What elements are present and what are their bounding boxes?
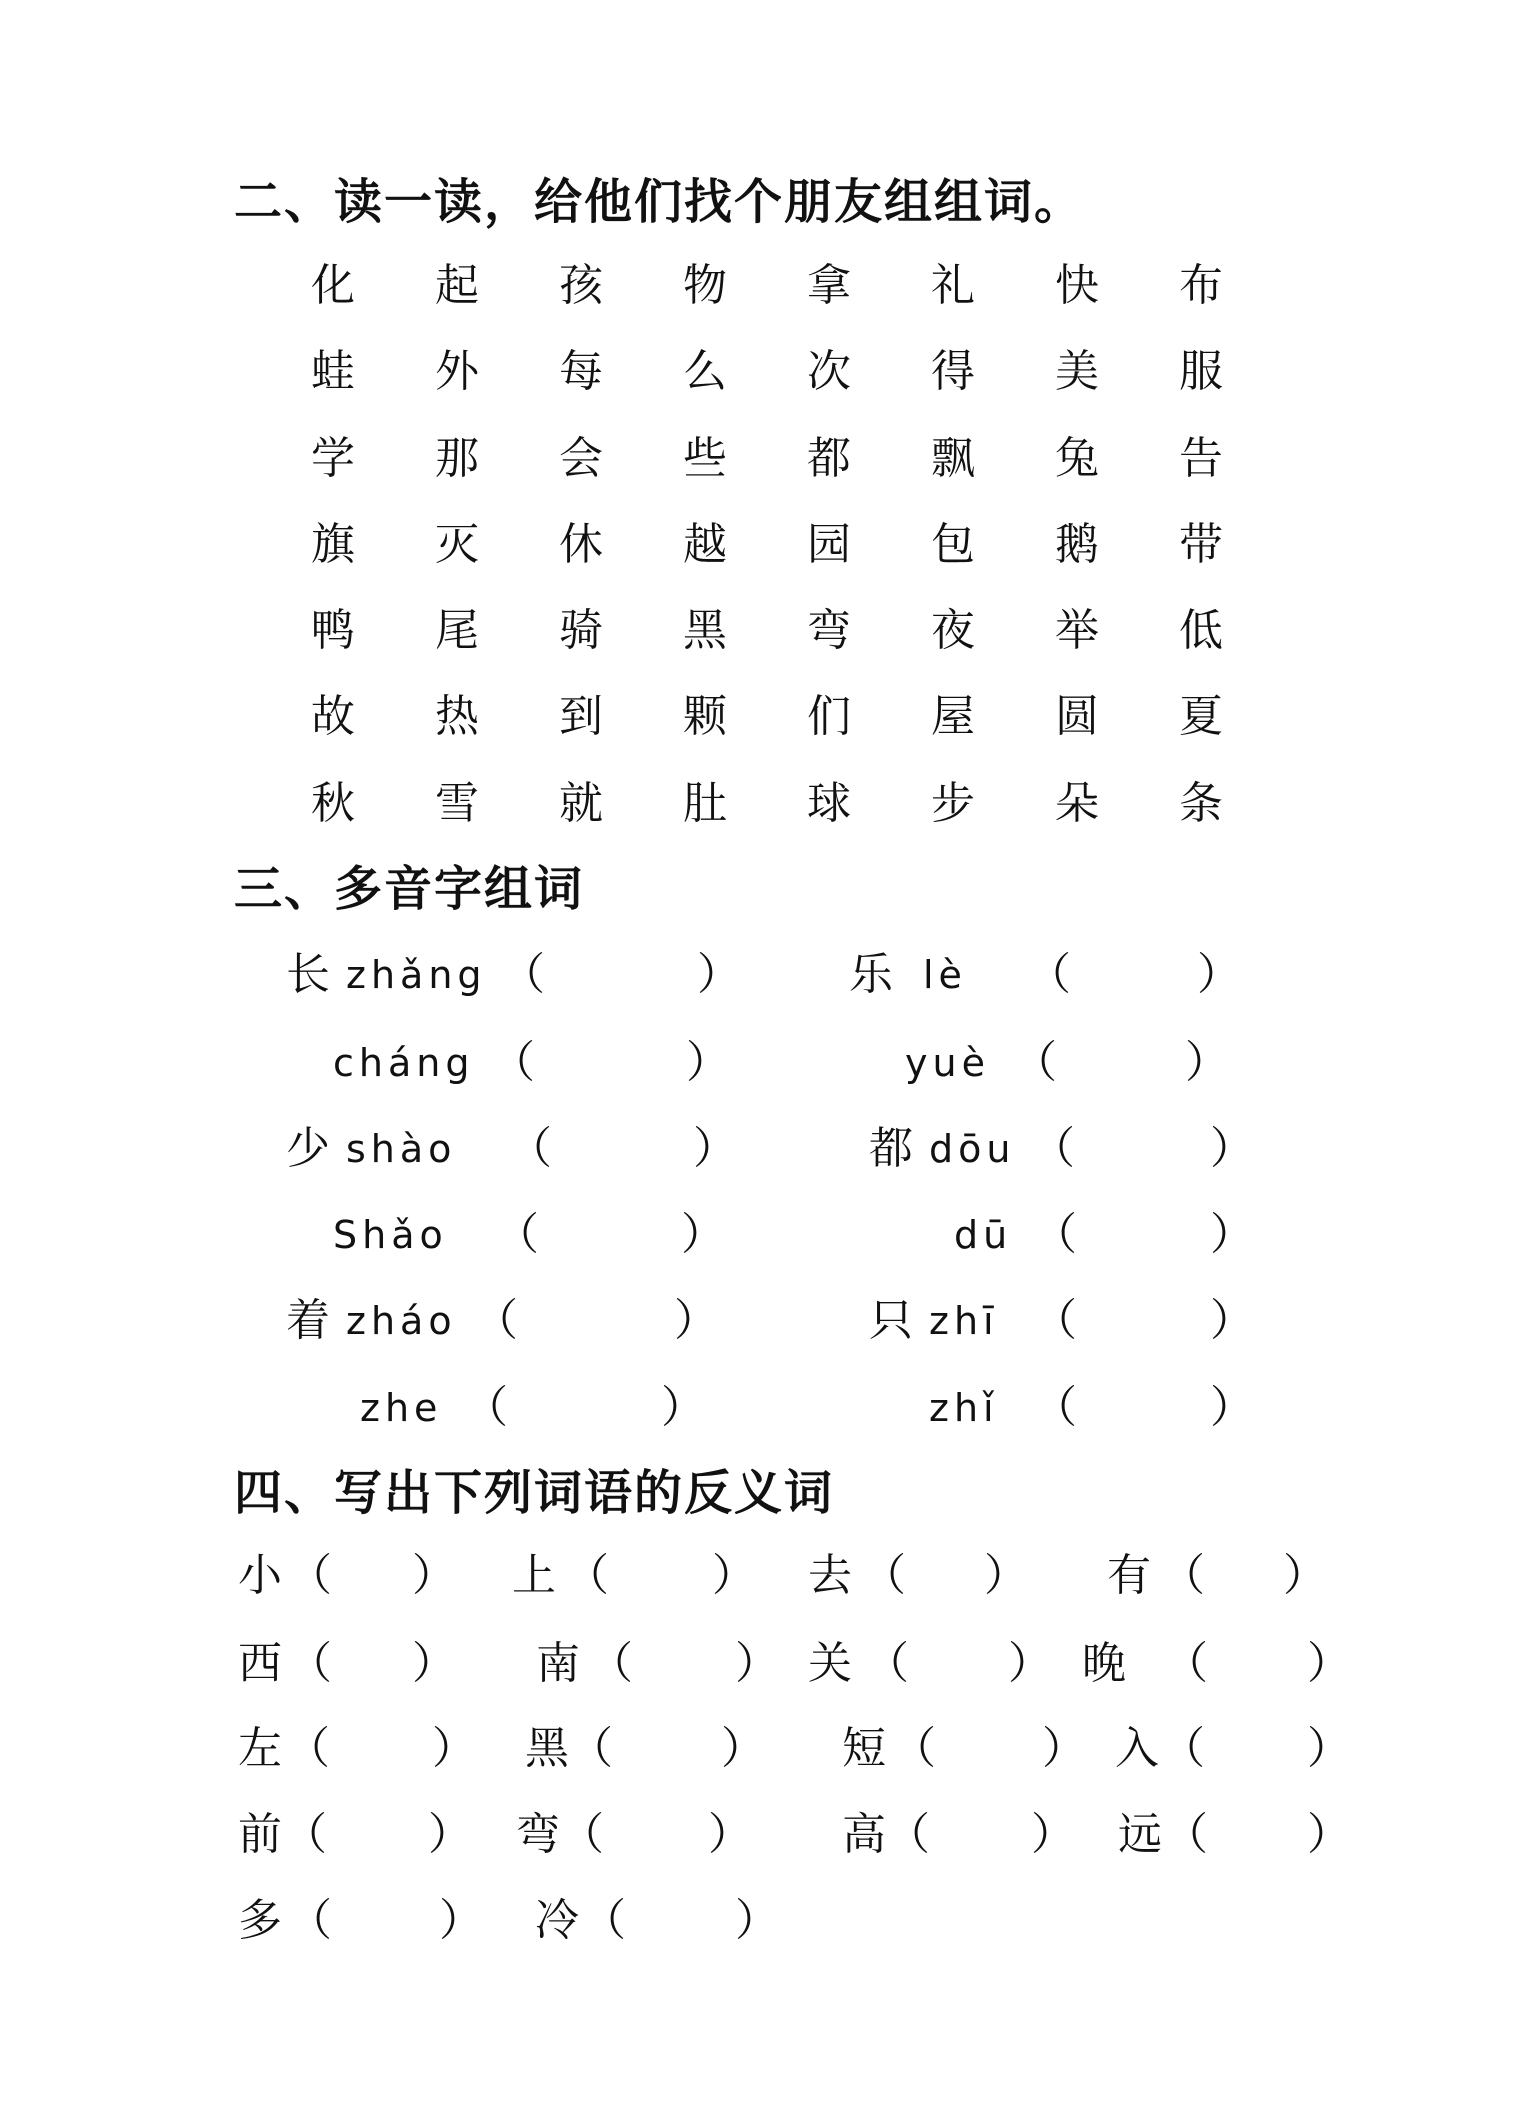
- char-cell: 骑: [559, 605, 603, 657]
- char-cell: 园: [807, 518, 851, 570]
- section-heading: 三、多音字组词: [234, 861, 585, 917]
- char-cell: 休: [559, 518, 603, 570]
- antonym-word: 冷: [535, 1895, 579, 1946]
- char-cell: 美: [1055, 346, 1099, 398]
- blank-close-paren: ）: [1008, 1638, 1052, 1689]
- char-cell: 每: [559, 346, 603, 398]
- char-cell: 球: [807, 777, 851, 829]
- char-cell: 们: [807, 691, 851, 743]
- char-cell: 举: [1055, 605, 1099, 657]
- char-cell: 学: [311, 432, 355, 484]
- polyphone-pinyin: zháo: [346, 1299, 457, 1343]
- antonym-word: 远: [1118, 1809, 1162, 1860]
- blank-open-paren: （: [464, 1382, 508, 1433]
- char-cell: 飘: [931, 432, 975, 484]
- char-cell: 那: [435, 432, 479, 484]
- antonym-word: 前: [238, 1809, 282, 1860]
- blank-open-paren: （: [569, 1723, 613, 1774]
- blank-open-paren: （: [288, 1550, 332, 1601]
- blank-close-paren: ）: [697, 949, 741, 1000]
- char-cell: 次: [807, 346, 851, 398]
- antonym-word: 去: [808, 1550, 852, 1601]
- blank-open-paren: （: [1033, 1295, 1077, 1346]
- polyphone-pinyin: zhǐ: [929, 1386, 999, 1430]
- blank-close-paren: ）: [735, 1638, 779, 1689]
- char-cell: 快: [1055, 260, 1099, 311]
- blank-close-paren: ）: [674, 1295, 718, 1346]
- char-cell: 朵: [1055, 777, 1099, 829]
- blank-close-paren: ）: [1307, 1723, 1351, 1774]
- char-cell: 低: [1179, 605, 1223, 657]
- antonym-word: 弯: [516, 1809, 560, 1860]
- char-cell: 么: [683, 346, 727, 398]
- blank-close-paren: ）: [412, 1638, 456, 1689]
- blank-open-paren: （: [495, 1209, 539, 1260]
- blank-close-paren: ）: [1307, 1638, 1351, 1689]
- polyphone-pinyin: yuè: [905, 1041, 990, 1085]
- blank-close-paren: ）: [708, 1809, 752, 1860]
- antonym-row: [0, 1634, 1536, 1694]
- char-cell: 起: [435, 260, 479, 311]
- char-cell: 颗: [683, 691, 727, 743]
- blank-close-paren: ）: [1210, 1295, 1254, 1346]
- char-cell: 到: [559, 691, 603, 743]
- antonym-word: 短: [842, 1723, 886, 1774]
- antonym-word: 南: [536, 1638, 580, 1689]
- char-cell: 雪: [435, 777, 479, 829]
- blank-close-paren: ）: [984, 1550, 1028, 1601]
- blank-open-paren: （: [288, 1895, 332, 1946]
- blank-close-paren: ）: [1031, 1809, 1075, 1860]
- polyphone-char: 乐: [849, 949, 893, 1000]
- blank-close-paren: ）: [681, 1209, 725, 1260]
- char-cell: 故: [311, 691, 355, 743]
- blank-open-paren: （: [1164, 1809, 1208, 1860]
- blank-close-paren: ）: [721, 1723, 765, 1774]
- blank-open-paren: （: [474, 1295, 518, 1346]
- blank-open-paren: （: [1031, 1123, 1075, 1174]
- antonym-word: 关: [808, 1638, 852, 1689]
- antonym-word: 西: [238, 1638, 282, 1689]
- polyphone-pinyin: Shǎo: [333, 1213, 448, 1257]
- char-cell: 鹅: [1055, 518, 1099, 570]
- blank-open-paren: （: [1161, 1550, 1205, 1601]
- blank-close-paren: ）: [712, 1550, 756, 1601]
- char-cell: 外: [435, 346, 479, 398]
- char-cell: 屋: [931, 691, 975, 743]
- blank-open-paren: （: [1027, 949, 1071, 1000]
- char-cell: 热: [435, 691, 479, 743]
- polyphone-pinyin: dōu: [929, 1127, 1016, 1171]
- blank-open-paren: （: [1164, 1638, 1208, 1689]
- char-cell: 蛙: [311, 346, 355, 398]
- blank-open-paren: （: [1033, 1209, 1077, 1260]
- blank-open-paren: （: [865, 1638, 909, 1689]
- blank-close-paren: ）: [686, 1037, 730, 1088]
- blank-close-paren: ）: [1210, 1209, 1254, 1260]
- polyphone-pinyin: cháng: [333, 1041, 475, 1085]
- antonym-row: [0, 1805, 1536, 1865]
- polyphone-pinyin: shào: [346, 1127, 457, 1171]
- blank-open-paren: （: [508, 1123, 552, 1174]
- blank-close-paren: ）: [661, 1382, 705, 1433]
- antonym-word: 有: [1107, 1550, 1151, 1601]
- blank-close-paren: ）: [1283, 1550, 1327, 1601]
- char-cell: 旗: [311, 518, 355, 570]
- polyphone-pinyin: lè: [923, 953, 967, 997]
- blank-close-paren: ）: [735, 1895, 779, 1946]
- char-cell: 拿: [807, 260, 851, 311]
- blank-open-paren: （: [501, 949, 545, 1000]
- blank-open-paren: （: [283, 1809, 327, 1860]
- polyphone-row: [0, 1033, 1536, 1093]
- blank-close-paren: ）: [693, 1123, 737, 1174]
- blank-open-paren: （: [565, 1550, 609, 1601]
- char-cell: 就: [559, 777, 603, 829]
- blank-close-paren: ）: [1210, 1123, 1254, 1174]
- polyphone-char: 只: [869, 1295, 913, 1346]
- char-cell: 告: [1179, 432, 1223, 484]
- char-cell: 些: [683, 432, 727, 484]
- char-cell: 肚: [683, 777, 727, 829]
- blank-close-paren: ）: [428, 1809, 472, 1860]
- antonym-word: 黑: [525, 1723, 569, 1774]
- char-cell: 条: [1179, 777, 1223, 829]
- section-heading: 四、写出下列词语的反义词: [234, 1465, 835, 1521]
- polyphone-pinyin: zhī: [929, 1299, 999, 1343]
- blank-open-paren: （: [491, 1037, 535, 1088]
- blank-open-paren: （: [862, 1550, 906, 1601]
- polyphone-char: 少: [286, 1123, 330, 1174]
- section-heading: 二、读一读，给他们找个朋友组组词。: [234, 174, 1085, 230]
- char-cell: 会: [559, 432, 603, 484]
- blank-close-paren: ）: [1307, 1809, 1351, 1860]
- char-cell: 礼: [931, 260, 975, 311]
- blank-close-paren: ）: [432, 1723, 476, 1774]
- blank-open-paren: （: [286, 1723, 330, 1774]
- char-cell: 服: [1179, 346, 1223, 398]
- char-cell: 圆: [1055, 691, 1099, 743]
- blank-open-paren: （: [589, 1638, 633, 1689]
- antonym-word: 上: [512, 1550, 556, 1601]
- blank-close-paren: ）: [439, 1895, 483, 1946]
- char-cell: 物: [683, 260, 727, 311]
- antonym-word: 晚: [1082, 1638, 1126, 1689]
- antonym-word: 入: [1115, 1723, 1159, 1774]
- antonym-word: 高: [842, 1809, 886, 1860]
- char-cell: 布: [1179, 260, 1223, 311]
- char-cell: 灭: [435, 518, 479, 570]
- char-cell: 孩: [559, 260, 603, 311]
- char-cell: 弯: [807, 605, 851, 657]
- polyphone-row: [0, 1378, 1536, 1438]
- blank-close-paren: ）: [1210, 1382, 1254, 1433]
- polyphone-row: [0, 1291, 1536, 1351]
- blank-close-paren: ）: [1185, 1037, 1229, 1088]
- antonym-row: [0, 1719, 1536, 1779]
- antonym-row: [0, 1891, 1536, 1951]
- blank-open-paren: （: [288, 1638, 332, 1689]
- antonym-word: 多: [238, 1895, 282, 1946]
- char-cell: 尾: [435, 605, 479, 657]
- blank-close-paren: ）: [1042, 1723, 1086, 1774]
- char-cell: 带: [1179, 518, 1223, 570]
- char-cell: 秋: [311, 777, 355, 829]
- polyphone-row: [0, 1119, 1536, 1179]
- blank-open-paren: （: [1161, 1723, 1205, 1774]
- antonym-word: 小: [238, 1550, 282, 1601]
- polyphone-char: 长: [286, 949, 330, 1000]
- polyphone-pinyin: dū: [954, 1213, 1013, 1257]
- char-cell: 得: [931, 346, 975, 398]
- blank-open-paren: （: [1033, 1382, 1077, 1433]
- blank-open-paren: （: [886, 1809, 930, 1860]
- blank-open-paren: （: [892, 1723, 936, 1774]
- polyphone-char: 都: [869, 1123, 913, 1174]
- polyphone-char: 着: [286, 1295, 330, 1346]
- char-cell: 兔: [1055, 432, 1099, 484]
- blank-close-paren: ）: [1197, 949, 1241, 1000]
- blank-open-paren: （: [560, 1809, 604, 1860]
- antonym-word: 左: [238, 1723, 282, 1774]
- polyphone-pinyin: zhe: [360, 1386, 443, 1430]
- blank-open-paren: （: [1013, 1037, 1057, 1088]
- polyphone-pinyin: zhǎng: [346, 953, 487, 997]
- char-cell: 夜: [931, 605, 975, 657]
- char-cell: 化: [311, 260, 355, 311]
- char-cell: 黑: [683, 605, 727, 657]
- char-cell: 夏: [1179, 691, 1223, 743]
- character-grid: [271, 243, 1263, 847]
- char-cell: 包: [931, 518, 975, 570]
- polyphone-row: [0, 1205, 1536, 1265]
- antonym-row: [0, 1546, 1536, 1606]
- blank-open-paren: （: [582, 1895, 626, 1946]
- char-cell: 越: [683, 518, 727, 570]
- char-cell: 都: [807, 432, 851, 484]
- polyphone-row: [0, 945, 1536, 1005]
- char-cell: 步: [931, 777, 975, 829]
- char-cell: 鸭: [311, 605, 355, 657]
- blank-close-paren: ）: [412, 1550, 456, 1601]
